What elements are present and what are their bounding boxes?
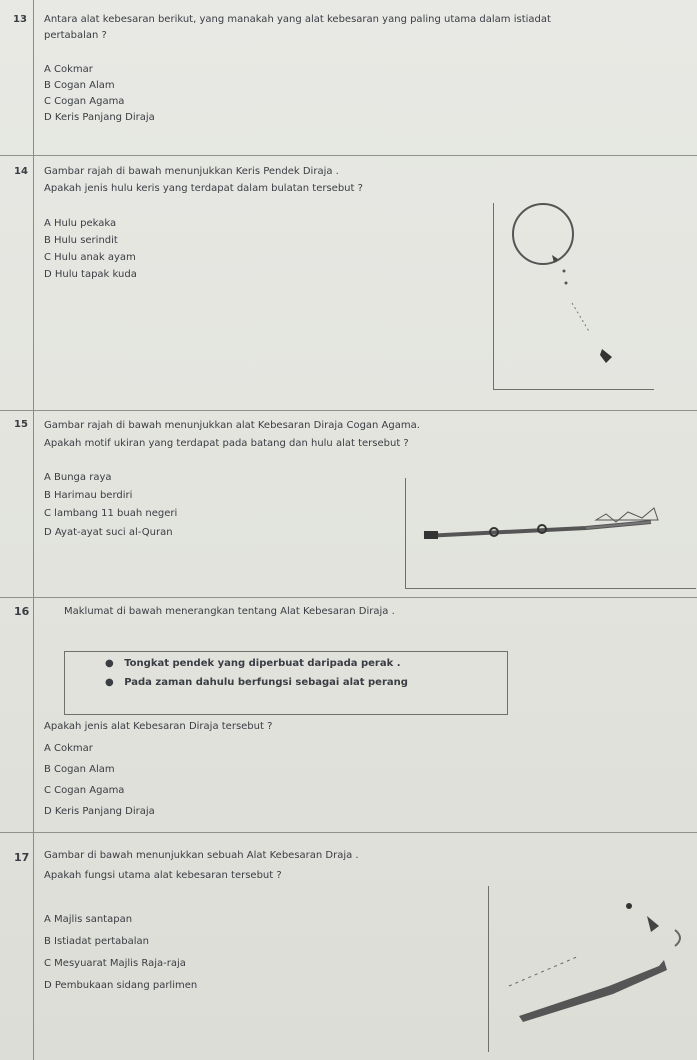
highlight-circle-icon xyxy=(513,204,573,264)
question-16-option-d[interactable]: D Keris Panjang Diraja xyxy=(44,806,155,817)
question-14-number: 14 xyxy=(14,166,28,177)
alat-kebesaran-figure-frame xyxy=(488,886,697,1052)
question-13-option-d[interactable]: D Keris Panjang Diraja xyxy=(44,112,155,123)
divider-q16-q17 xyxy=(0,832,697,833)
question-17-option-c[interactable]: C Mesyuarat Majlis Raja-raja xyxy=(44,958,186,969)
question-15-option-c[interactable]: C lambang 11 buah negeri xyxy=(44,508,178,519)
info-bullet-2 xyxy=(105,677,408,688)
question-15-stem-line2: Apakah motif ukiran yang terdapat pada batang dan hulu alat tersebut ? xyxy=(44,438,409,449)
question-14-option-c[interactable]: C Hulu anak ayam xyxy=(44,252,136,263)
question-17-number: 17 xyxy=(14,851,30,864)
question-13-option-b[interactable]: B Cogan Alam xyxy=(44,80,115,91)
question-15-stem-line1: Gambar rajah di bawah menunjukkan alat Kebesaran Diraja Cogan Agama. xyxy=(44,420,420,431)
question-16-stem: Maklumat di bawah menerangkan tentang Alat Kebesaran Diraja . xyxy=(64,606,395,617)
question-13-option-a[interactable]: A Cokmar xyxy=(44,64,93,75)
question-16-option-a[interactable]: A Cokmar xyxy=(44,743,93,754)
question-13-stem-line2: pertabalan ? xyxy=(44,30,107,41)
question-14-option-d[interactable]: D Hulu tapak kuda xyxy=(44,269,137,280)
keris-pendek-image xyxy=(494,203,654,389)
question-17-stem-line2: Apakah fungsi utama alat kebesaran tersebut ? xyxy=(44,870,282,881)
question-17-option-b[interactable]: B Istiadat pertabalan xyxy=(44,936,149,947)
question-17-option-d[interactable]: D Pembukaan sidang parlimen xyxy=(44,980,198,991)
question-15-option-d[interactable]: D Ayat-ayat suci al-Quran xyxy=(44,527,173,538)
question-15-number: 15 xyxy=(14,419,28,430)
info-line-2: Pada zaman dahulu berfungsi sebagai alat perang xyxy=(124,677,408,688)
keris-figure-frame xyxy=(493,203,654,390)
question-13-number: 13 xyxy=(13,14,27,25)
divider-q13-q14 xyxy=(0,155,697,156)
bullet-icon: ● xyxy=(105,658,114,669)
question-16-question: Apakah jenis alat Kebesaran Diraja tersebut ? xyxy=(44,721,273,732)
question-16-option-c[interactable]: C Cogan Agama xyxy=(44,785,125,796)
number-column-rule xyxy=(33,0,34,1060)
alat-kebesaran-image xyxy=(489,886,697,1052)
question-17-option-a[interactable]: A Majlis santapan xyxy=(44,914,133,925)
cogan-agama-image xyxy=(406,478,696,588)
bullet-icon: ● xyxy=(105,677,114,688)
question-13-option-c[interactable]: C Cogan Agama xyxy=(44,96,125,107)
question-17-stem-line1: Gambar di bawah menunjukkan sebuah Alat Kebesaran Draja . xyxy=(44,850,359,861)
question-15-option-a[interactable]: A Bunga raya xyxy=(44,472,112,483)
question-14-option-a[interactable]: A Hulu pekaka xyxy=(44,218,117,229)
cogan-agama-figure-frame xyxy=(405,478,696,589)
question-14-stem-line2: Apakah jenis hulu keris yang terdapat dalam bulatan tersebut ? xyxy=(44,183,363,194)
divider-q14-q15 xyxy=(0,410,697,411)
question-16-number: 16 xyxy=(14,605,30,618)
question-13-stem-line1: Antara alat kebesaran berikut, yang manakah yang alat kebesaran yang paling utama dalam istiadat xyxy=(44,14,551,25)
question-14-stem-line1: Gambar rajah di bawah menunjukkan Keris Pendek Diraja . xyxy=(44,166,339,177)
divider-q15-q16 xyxy=(0,597,697,598)
info-box xyxy=(64,651,508,715)
question-14-option-b[interactable]: B Hulu serindit xyxy=(44,235,118,246)
question-15-option-b[interactable]: B Harimau berdiri xyxy=(44,490,133,501)
info-line-1: Tongkat pendek yang diperbuat daripada perak . xyxy=(124,658,401,669)
question-16-option-b[interactable]: B Cogan Alam xyxy=(44,764,115,775)
info-bullet-1 xyxy=(105,658,401,669)
